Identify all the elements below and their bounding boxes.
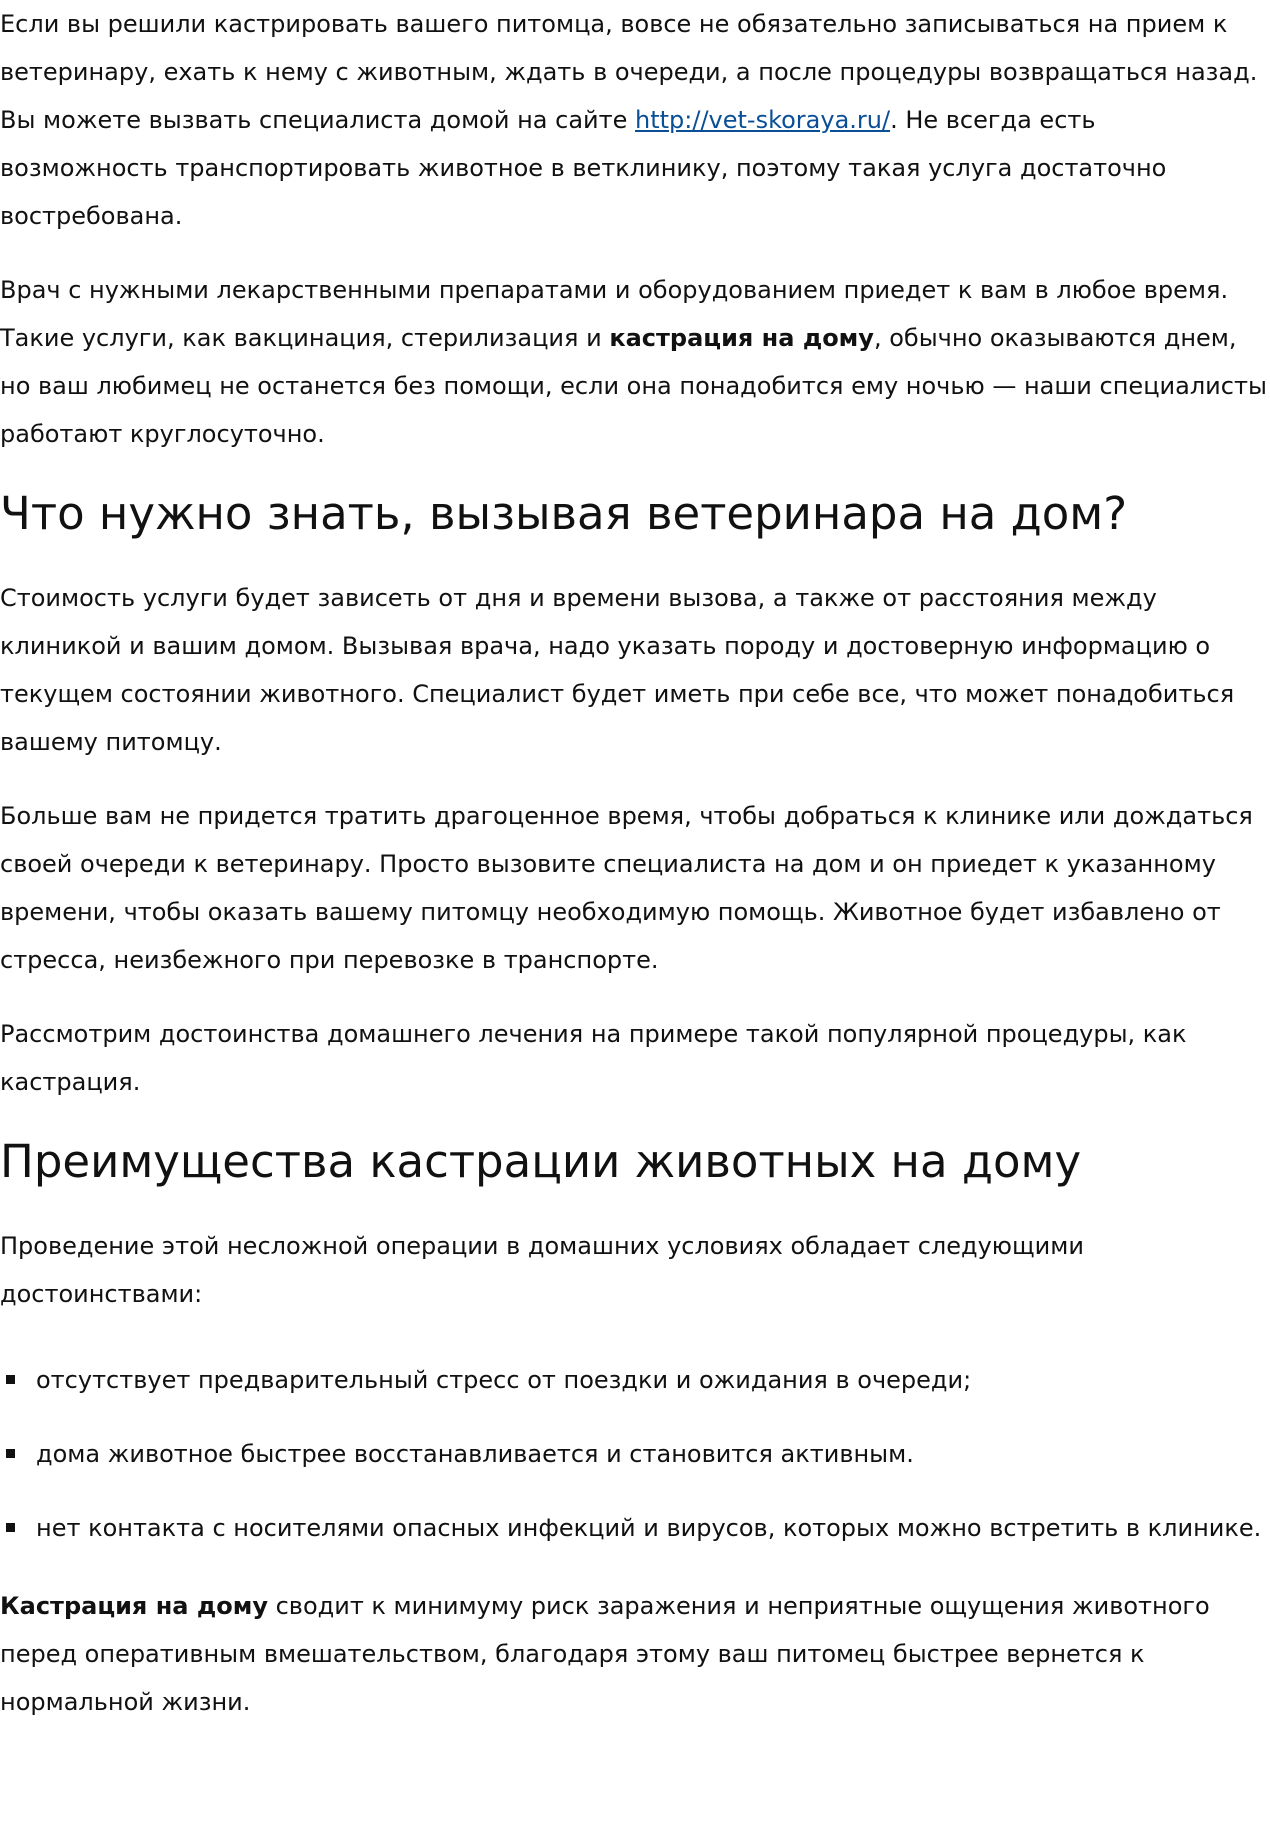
- square-bullet-icon: [6, 1523, 15, 1532]
- list-intro-paragraph: Проведение этой несложной операции в домашних условиях обладает следующими достоинствами:: [0, 1232, 1084, 1308]
- time-paragraph: Больше вам не придется тратить драгоценное время, чтобы добраться к клинике или дождаться своей очереди к ветеринару. Просто вызовите специалиста на дом и он приедет к указанному времени, чтобы оказать вашему питомцу необходимую помощь. Животное будет избавлено от стресса, неизбежного при перевозке в транспорте.: [0, 802, 1253, 974]
- intro-paragraph: [0, 0, 1268, 240]
- cost-paragraph: Стоимость услуги будет зависеть от дня и времени вызова, а также от расстояния между клиникой и вашим домом. Вызывая врача, надо указать породу и достоверную информацию о текущем состоянии животного. Специалист будет иметь при себе все, что может понадобиться вашему питомцу.: [0, 584, 1235, 756]
- list-item: [0, 1430, 1268, 1478]
- list-item-text: дома животное быстрее восстанавливается и становится активным.: [36, 1440, 914, 1468]
- list-item-text: отсутствует предварительный стресс от поездки и ожидания в очереди;: [36, 1366, 972, 1394]
- doctor-bold-phrase: кастрация на дому: [609, 324, 874, 352]
- doctor-text: Врач с нужными лекарственными препаратами и оборудованием приедет к вам в любое время. Такие услуги, как вакцинация, стерилизация и: [0, 276, 1229, 352]
- advantages-list: [0, 1356, 1268, 1552]
- heading-what-to-know: Что нужно знать, вызывая ветеринара на дом?: [0, 487, 1128, 540]
- doctor-text-continued: , обычно оказываются днем, но ваш любимец не останется без помощи, если она понадобится ему ночью — наши специалисты работают круглосуточно.: [0, 324, 1267, 448]
- square-bullet-icon: [6, 1449, 15, 1458]
- intro-text-continued: . Не всегда есть возможность транспортировать животное в ветклинику, поэтому такая услуга достаточно востребована.: [0, 106, 1167, 230]
- conclusion-bold-phrase: Кастрация на дому: [0, 1592, 268, 1620]
- square-bullet-icon: [6, 1375, 15, 1384]
- advantages-intro-paragraph: Рассмотрим достоинства домашнего лечения на примере такой популярной процедуры, как кастрация.: [0, 1020, 1187, 1096]
- conclusion-text: сводит к минимуму риск заражения и неприятные ощущения животного перед оперативным вмешательством, благодаря этому ваш питомец быстрее вернется к нормальной жизни.: [0, 1592, 1210, 1716]
- list-item: [0, 1504, 1268, 1552]
- list-item-text: нет контакта с носителями опасных инфекций и вирусов, которых можно встретить в клинике.: [36, 1514, 1262, 1542]
- heading-advantages: Преимущества кастрации животных на дому: [0, 1135, 1082, 1188]
- doctor-paragraph: [0, 266, 1268, 458]
- conclusion-paragraph: [0, 1582, 1268, 1726]
- list-item: [0, 1356, 1268, 1404]
- vet-skoraya-link[interactable]: http://vet-skoraya.ru/: [635, 106, 891, 134]
- intro-text: Если вы решили кастрировать вашего питомца, вовсе не обязательно записываться на прием к ветеринару, ехать к нему с животным, ждать в очереди, а после процедуры возвращаться назад. Вы можете вызвать специалиста домой на сайте: [0, 10, 1258, 134]
